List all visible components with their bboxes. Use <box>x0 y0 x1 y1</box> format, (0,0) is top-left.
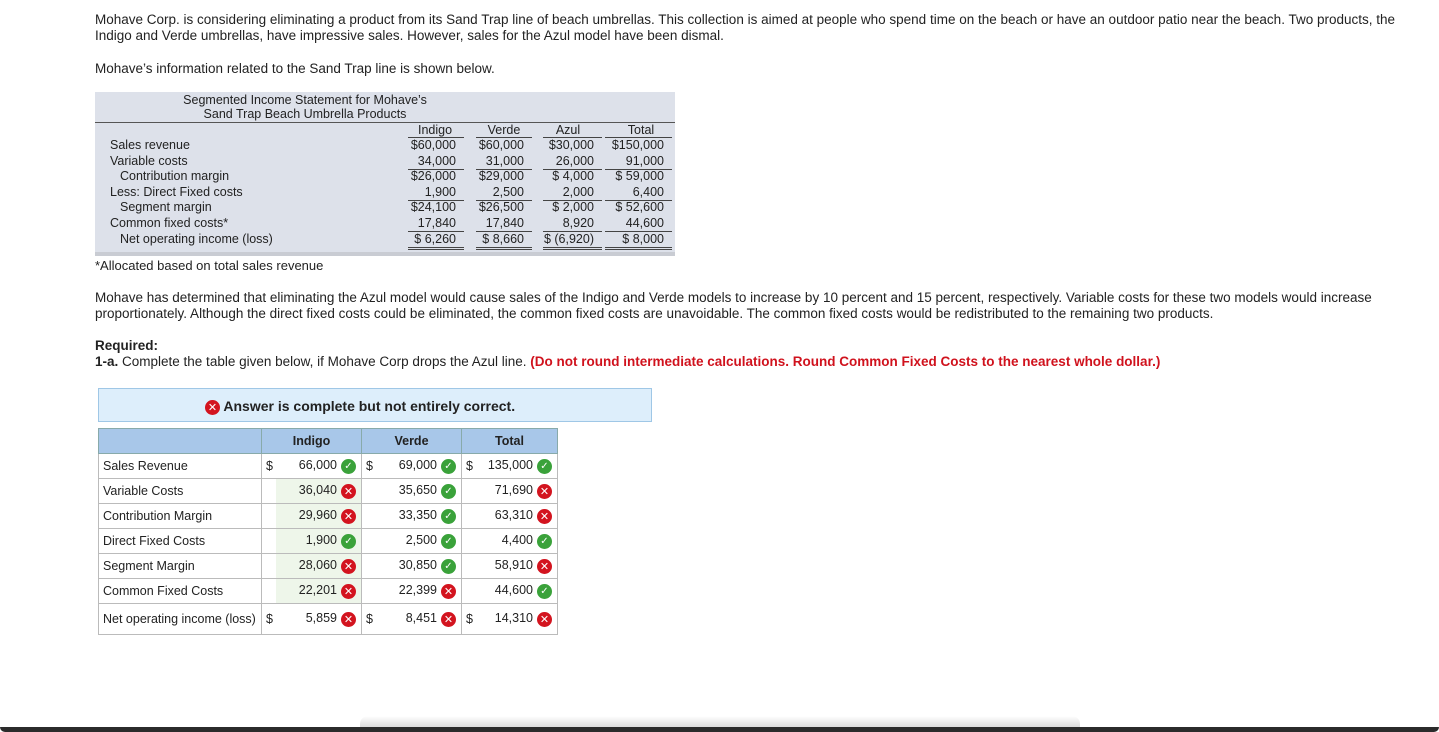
currency-cell <box>362 504 377 529</box>
answer-input-cell[interactable] <box>476 454 558 479</box>
problem-intro: Mohave Corp. is considering eliminating a product from its Sand Trap line of beach umbrellas. This collection is aimed at people who spend time on the beach or have an outdoor patio near the beach. Two products, the Indigo and Verde umbrellas, have impressive sales. However, sales for the Azul model have been dismal. <box>95 12 1396 43</box>
currency-cell <box>362 554 377 579</box>
question-line <box>95 354 1160 370</box>
currency-cell: $ <box>462 454 477 479</box>
answer-input-cell[interactable] <box>476 479 558 504</box>
answer-input-cell[interactable] <box>376 504 462 529</box>
answer-value: 14,310 <box>494 611 533 626</box>
answer-input-cell[interactable] <box>276 454 362 479</box>
currency-cell <box>462 554 477 579</box>
incorrect-icon: ✕ <box>205 400 220 415</box>
answer-row <box>99 604 558 635</box>
statement-col-indigo: Indigo <box>417 123 453 137</box>
answer-value: 30,850 <box>398 558 437 573</box>
segmented-income-statement <box>95 92 675 256</box>
header-blank <box>99 429 262 454</box>
incorrect-x-icon: ✕ <box>441 612 456 627</box>
statement-cell: 1,900 <box>424 184 456 199</box>
statement-cell: 91,000 <box>625 153 664 168</box>
answer-value: 35,650 <box>398 483 437 498</box>
question-note: (Do not round intermediate calculations. Round Common Fixed Costs to the nearest whole dollar.) <box>530 354 1161 369</box>
currency-cell <box>462 529 477 554</box>
header-indigo: Indigo <box>262 429 362 454</box>
header-total: Total <box>462 429 558 454</box>
total-underline <box>476 249 532 250</box>
answer-row-label: Direct Fixed Costs <box>99 529 262 554</box>
statement-cell: $ (6,920) <box>543 231 594 246</box>
statement-row-label: Contribution margin <box>120 169 230 184</box>
statement-cell: $ 6,260 <box>414 231 456 246</box>
currency-cell <box>262 579 277 604</box>
answer-value: 1,900 <box>305 533 337 548</box>
currency-cell: $ <box>262 454 277 479</box>
incorrect-x-icon: ✕ <box>537 484 552 499</box>
incorrect-x-icon: ✕ <box>537 559 552 574</box>
answer-value: 66,000 <box>298 458 337 473</box>
banner-content <box>205 398 515 415</box>
statement-cell: 17,840 <box>417 216 456 230</box>
answer-status-banner <box>98 388 652 422</box>
question-number: 1-a. <box>95 354 119 369</box>
answer-input-cell[interactable] <box>376 579 462 604</box>
statement-cell: $ 4,000 <box>552 169 594 184</box>
answer-value: 4,400 <box>501 533 533 548</box>
currency-cell <box>262 479 277 504</box>
answer-input-cell[interactable] <box>376 529 462 554</box>
answer-row-label: Contribution Margin <box>99 504 262 529</box>
answer-input-cell[interactable] <box>276 479 362 504</box>
currency-cell: $ <box>362 454 377 479</box>
statement-col-total: Total <box>627 123 655 137</box>
statement-col-azul: Azul <box>555 123 581 137</box>
correct-check-icon: ✓ <box>537 584 552 599</box>
currency-cell <box>462 579 477 604</box>
currency-cell: $ <box>362 604 377 635</box>
currency-cell <box>362 529 377 554</box>
statement-cell: 34,000 <box>417 153 456 168</box>
answer-input-cell[interactable] <box>476 529 558 554</box>
incorrect-x-icon: ✕ <box>441 584 456 599</box>
statement-cell: $ 59,000 <box>615 169 664 184</box>
currency-cell <box>262 529 277 554</box>
answer-input-cell[interactable] <box>476 554 558 579</box>
statement-cell: 2,500 <box>492 184 524 199</box>
correct-check-icon: ✓ <box>341 459 356 474</box>
incorrect-x-icon: ✕ <box>537 509 552 524</box>
statement-cell: 17,840 <box>485 216 524 230</box>
correct-check-icon: ✓ <box>441 509 456 524</box>
answer-input-cell[interactable] <box>476 604 558 635</box>
incorrect-x-icon: ✕ <box>341 612 356 627</box>
statement-cell: $ 8,660 <box>482 231 524 246</box>
incorrect-x-icon: ✕ <box>341 584 356 599</box>
statement-cell: $26,500 <box>478 200 524 215</box>
footnote: *Allocated based on total sales revenue <box>95 258 324 273</box>
statement-title-line1: Segmented Income Statement for Mohave’s <box>183 93 427 107</box>
correct-check-icon: ✓ <box>341 534 356 549</box>
answer-input-cell[interactable] <box>376 479 462 504</box>
currency-cell: $ <box>462 604 477 635</box>
statement-cell: $ 52,600 <box>615 200 664 215</box>
statement-cell: 8,920 <box>562 216 594 230</box>
statement-cell: 31,000 <box>485 153 524 168</box>
answer-value: 33,350 <box>398 508 437 523</box>
statement-cell: $26,000 <box>410 169 456 184</box>
statement-title-line2: Sand Trap Beach Umbrella Products <box>203 107 407 121</box>
answer-row-label: Sales Revenue <box>99 454 262 479</box>
currency-cell <box>262 554 277 579</box>
correct-check-icon: ✓ <box>441 459 456 474</box>
total-underline <box>543 249 602 250</box>
scenario-description: Mohave has determined that eliminating the Azul model would cause sales of the Indigo and Verde models to increase by 10 percent and 15 percent, respectively. Variable costs for these two models would increase proportionately. Although the direct fixed costs could be eliminated, the common fixed costs are unavoidable. The common fixed costs would be redistributed to the remaining two products. <box>95 290 1372 321</box>
currency-cell <box>362 479 377 504</box>
answer-table-body <box>99 454 558 635</box>
answer-value: 69,000 <box>398 458 437 473</box>
currency-cell <box>262 504 277 529</box>
answer-value: 28,060 <box>298 558 337 573</box>
statement-cell: $29,000 <box>478 169 524 184</box>
answer-input-cell[interactable] <box>476 579 558 604</box>
answer-value: 36,040 <box>298 483 337 498</box>
statement-cell: 26,000 <box>555 153 594 168</box>
answer-row <box>99 579 558 604</box>
currency-cell <box>462 479 477 504</box>
answer-input-cell[interactable] <box>276 604 362 635</box>
statement-cell: 2,000 <box>562 184 594 199</box>
answer-value: 44,600 <box>494 583 533 598</box>
answer-value: 5,859 <box>305 611 337 626</box>
answer-input-cell[interactable] <box>376 604 462 635</box>
answer-table <box>98 428 558 635</box>
statement-row-label: Less: Direct Fixed costs <box>110 184 243 199</box>
total-underline <box>543 247 602 248</box>
bottom-panel-edge <box>360 716 1080 727</box>
answer-value: 135,000 <box>487 458 533 473</box>
answer-value: 22,201 <box>298 583 337 598</box>
answer-row <box>99 454 558 479</box>
answer-row-label: Variable Costs <box>99 479 262 504</box>
statement-cell: 6,400 <box>632 184 664 199</box>
total-underline <box>476 247 532 248</box>
correct-check-icon: ✓ <box>441 534 456 549</box>
info-line: Mohave’s information related to the Sand Trap line is shown below. <box>95 61 495 76</box>
statement-cell: $24,100 <box>410 200 456 215</box>
statement-row-label: Sales revenue <box>110 138 190 152</box>
window-bottom-border <box>0 727 1439 732</box>
answer-value: 8,451 <box>405 611 437 626</box>
answer-header-row <box>99 429 558 454</box>
answer-row <box>99 504 558 529</box>
statement-row-label: Common fixed costs* <box>110 216 229 230</box>
incorrect-x-icon: ✕ <box>341 559 356 574</box>
statement-col-verde: Verde <box>487 123 521 137</box>
statement-row-label: Net operating income (loss) <box>120 231 273 246</box>
statement-cell: $150,000 <box>611 138 664 152</box>
answer-value: 58,910 <box>494 558 533 573</box>
answer-input-cell[interactable] <box>376 554 462 579</box>
answer-input-cell[interactable] <box>276 554 362 579</box>
statement-cell: $ 8,000 <box>622 231 664 246</box>
correct-check-icon: ✓ <box>537 534 552 549</box>
header-verde: Verde <box>362 429 462 454</box>
currency-cell <box>462 504 477 529</box>
answer-row <box>99 479 558 504</box>
requirement <box>95 338 1160 370</box>
answer-value: 71,690 <box>494 483 533 498</box>
total-underline <box>408 249 464 250</box>
answer-row <box>99 554 558 579</box>
incorrect-x-icon: ✕ <box>341 509 356 524</box>
statement-cell: 44,600 <box>625 216 664 230</box>
answer-input-cell[interactable] <box>276 579 362 604</box>
required-label: Required: <box>95 338 159 353</box>
total-underline <box>605 247 672 248</box>
answer-input-cell[interactable] <box>276 504 362 529</box>
statement-row-label: Variable costs <box>110 153 188 168</box>
answer-row <box>99 529 558 554</box>
answer-row-label: Common Fixed Costs <box>99 579 262 604</box>
statement-cell: $60,000 <box>478 138 524 152</box>
banner-message: Answer is complete but not entirely correct. <box>223 398 516 414</box>
correct-check-icon: ✓ <box>441 559 456 574</box>
total-underline <box>605 249 672 250</box>
answer-input-cell[interactable] <box>376 454 462 479</box>
answer-input-cell[interactable] <box>276 529 362 554</box>
answer-row-label: Net operating income (loss) <box>99 604 262 635</box>
correct-check-icon: ✓ <box>441 484 456 499</box>
answer-row-label: Segment Margin <box>99 554 262 579</box>
statement-cell: $60,000 <box>410 138 456 152</box>
correct-check-icon: ✓ <box>537 459 552 474</box>
statement-cell: $30,000 <box>548 138 594 152</box>
answer-value: 63,310 <box>494 508 533 523</box>
statement-cell: $ 2,000 <box>552 200 594 215</box>
currency-cell <box>362 579 377 604</box>
total-underline <box>408 247 464 248</box>
answer-input-cell[interactable] <box>476 504 558 529</box>
incorrect-x-icon: ✕ <box>537 612 552 627</box>
incorrect-x-icon: ✕ <box>341 484 356 499</box>
statement-row-label: Segment margin <box>120 200 212 215</box>
answer-value: 29,960 <box>298 508 337 523</box>
statement-bottom-bar <box>95 252 675 256</box>
currency-cell: $ <box>262 604 277 635</box>
answer-value: 2,500 <box>405 533 437 548</box>
question-text: Complete the table given below, if Mohave Corp drops the Azul line. <box>118 354 531 369</box>
answer-value: 22,399 <box>398 583 437 598</box>
